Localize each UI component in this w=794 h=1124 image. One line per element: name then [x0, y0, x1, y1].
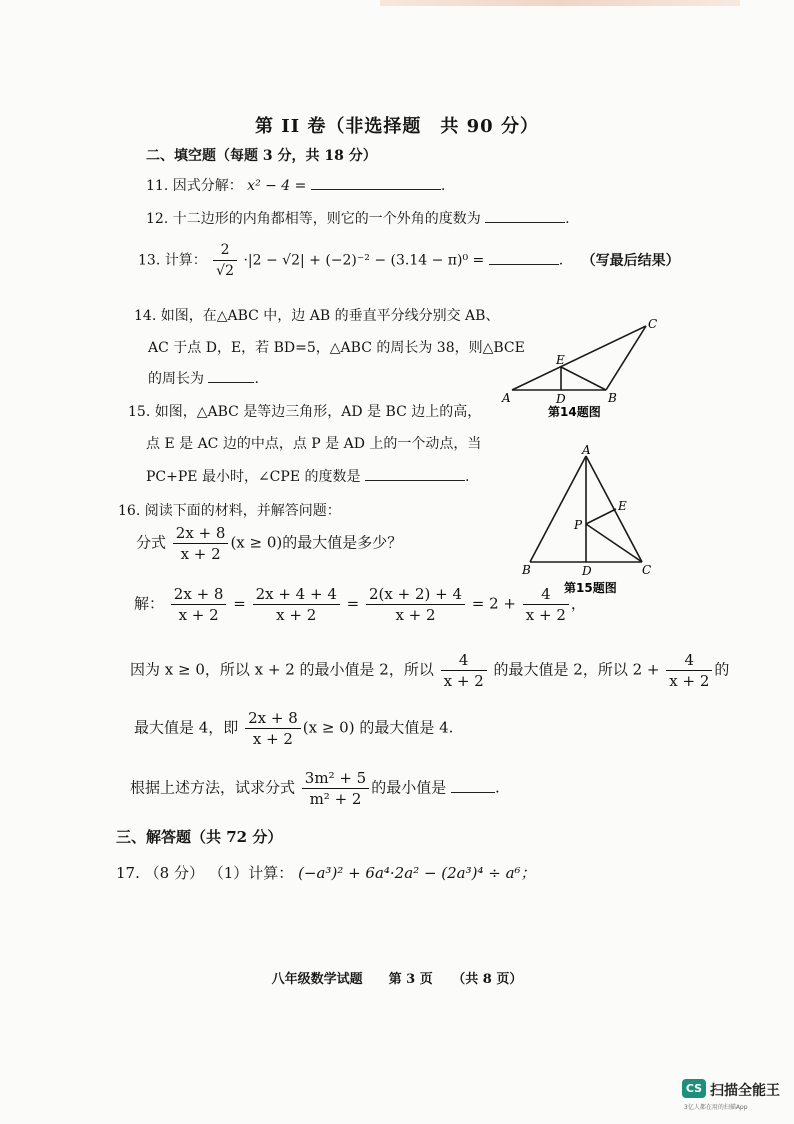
fraction: [245, 708, 301, 749]
fraction: [173, 523, 229, 564]
page-title: 第 II 卷（非选择题 共 90 分）: [255, 116, 539, 137]
question-number: 17.: [116, 864, 140, 882]
segment-ac: [586, 456, 642, 562]
figure-15: [518, 444, 660, 600]
question-16-conclusion: [134, 708, 453, 749]
question-16-reasoning: [130, 650, 729, 691]
label-d: D: [556, 392, 566, 406]
period: .: [565, 211, 570, 227]
condition: (x ≥ 0): [230, 533, 283, 552]
denominator: √2: [216, 263, 234, 279]
question-14-line-3: [148, 368, 259, 388]
answer-blank[interactable]: [489, 250, 559, 265]
question-text: 十二边形的内角都相等，则它的一个外角的度数为: [172, 211, 481, 227]
question-14-line-1: 14. 如图，在△ABC 中，边 AB 的垂直平分线分别交 AB、: [134, 308, 500, 324]
label-c: C: [648, 317, 658, 331]
question-text: 计算：: [164, 252, 207, 269]
scanner-watermark-name: 扫描全能王: [710, 1083, 780, 1099]
label-d: D: [582, 564, 592, 578]
question-14-line-2: AC 于点 D，E，若 BD=5，△ABC 的周长为 38，则△BCE: [148, 340, 525, 356]
period: .: [254, 371, 259, 387]
segment-be: [561, 367, 606, 390]
answer-blank[interactable]: [365, 466, 465, 481]
segment-ab: [530, 456, 586, 562]
numerator: 2x + 8: [173, 523, 229, 544]
question-16-task: [130, 768, 500, 809]
text: = 2 +: [471, 594, 516, 613]
denominator: x + 2: [180, 545, 221, 563]
text: 的最大值是多少？: [282, 533, 403, 552]
section-fill-blank-heading: 二、填空题（每题 3 分，共 18 分）: [146, 148, 377, 164]
text: 的最小值是: [371, 778, 447, 797]
numerator: 2x + 4 + 4: [253, 584, 340, 605]
answer-blank[interactable]: [485, 208, 565, 223]
question-11: [146, 175, 445, 195]
period: .: [495, 778, 500, 797]
fraction: [171, 584, 227, 625]
numerator: 2(x + 2) + 4: [366, 584, 465, 605]
denominator: x + 2: [525, 606, 566, 624]
question-score: （8 分）: [144, 864, 204, 882]
answer-blank[interactable]: [208, 368, 254, 383]
question-13: [138, 240, 680, 281]
denominator: m² + 2: [309, 790, 362, 808]
question-expression: ·|2 − √2| + (−2)⁻² − (3.14 − π)⁰ =: [243, 252, 485, 269]
label-a: A: [582, 444, 591, 457]
figure-15-caption: 第15题图: [564, 581, 617, 595]
label-p: P: [574, 518, 583, 532]
numerator: 2x + 8: [171, 584, 227, 605]
question-15-line-2: 点 E 是 AC 边的中点，点 P 是 AD 上的一个动点，当: [146, 436, 482, 452]
period: .: [558, 252, 564, 269]
denominator: x + 2: [178, 606, 219, 624]
question-16-ask: [136, 523, 402, 564]
question-16-intro: 16. 阅读下面的材料，并解答问题：: [118, 503, 341, 519]
question-expression: (−a³)² + 6a⁴·2a² − (2a³)⁴ ÷ a⁶；: [298, 864, 536, 882]
question-number: 11.: [146, 178, 169, 194]
numerator: 4: [666, 650, 712, 671]
section-solve-heading: 三、解答题（共 72 分）: [116, 828, 283, 846]
answer-blank[interactable]: [451, 778, 495, 793]
period: .: [440, 178, 446, 194]
question-17: [116, 862, 536, 883]
text: 分式: [136, 533, 167, 552]
text: 根据上述方法，试求分式: [130, 778, 296, 797]
text: 因为 x ≥ 0，所以 x + 2 的最小值是 2，所以: [130, 660, 434, 679]
fraction: [441, 650, 487, 691]
scanner-watermark-subtitle: 3亿人都在用的扫描App: [684, 1104, 748, 1111]
fraction: [213, 240, 237, 281]
figure-14: [500, 312, 670, 418]
numerator: 4: [441, 650, 487, 671]
text: (x ≥ 0) 的最大值是 4.: [302, 718, 454, 737]
question-text: PC+PE 最小时，∠CPE 的度数是: [146, 469, 361, 485]
segment-pe: [586, 509, 616, 524]
fraction: [366, 584, 465, 625]
denominator: x + 2: [395, 606, 436, 624]
label-c: C: [642, 563, 652, 577]
numerator: 4: [523, 584, 569, 605]
question-number: 13.: [138, 252, 161, 269]
fraction: [523, 584, 569, 625]
label-e: E: [556, 353, 565, 367]
numerator: 2: [213, 240, 237, 261]
period: .: [464, 469, 470, 485]
label-b: B: [522, 563, 531, 577]
numerator: 3m² + 5: [302, 768, 369, 789]
segment-pc: [586, 524, 642, 562]
question-note: （写最后结果）: [581, 252, 680, 269]
question-number: 12.: [146, 211, 169, 227]
scan-stain: [380, 0, 740, 6]
question-12: [146, 208, 570, 228]
text: 的: [714, 660, 730, 679]
denominator: x + 2: [443, 672, 484, 690]
question-part: （1）计算：: [208, 864, 294, 882]
fraction: [253, 584, 340, 625]
denominator: x + 2: [669, 672, 710, 690]
figure-14-caption: 第14题图: [548, 405, 601, 418]
question-expression: x² − 4 =: [247, 178, 307, 194]
denominator: x + 2: [252, 730, 293, 748]
question-15-line-1: 15. 如图，△ABC 是等边三角形，AD 是 BC 边上的高，: [128, 404, 482, 420]
answer-blank[interactable]: [311, 175, 441, 190]
fraction: [666, 650, 712, 691]
question-15-line-3: [146, 466, 469, 486]
label-a: A: [502, 391, 511, 405]
text: 最大值是 4，即: [134, 718, 239, 737]
page-footer: 八年级数学试题 第 3 页 （共 8 页）: [271, 972, 523, 987]
denominator: x + 2: [276, 606, 317, 624]
question-text: 因式分解：: [172, 178, 243, 194]
solution-label: 解：: [134, 594, 165, 613]
label-e: E: [618, 499, 627, 513]
text: ，: [570, 594, 586, 613]
text: 的最大值是 2，所以 2 +: [493, 660, 660, 679]
question-text: 的周长为: [148, 371, 204, 387]
fraction: [302, 768, 369, 809]
label-b: B: [608, 391, 617, 405]
scanner-logo-icon: CS: [682, 1079, 706, 1098]
question-16-solution: 解： $\frac{2x + 8}{x + 2}$ = $\frac{2x + 4 + 4}{x + 2}$ = $\frac{2(x + 2) + 4}{x + 2}$ = 2 + $\frac{4}{x + 2}$ ，: [134, 585, 586, 624]
numerator: 2x + 8: [245, 708, 301, 729]
